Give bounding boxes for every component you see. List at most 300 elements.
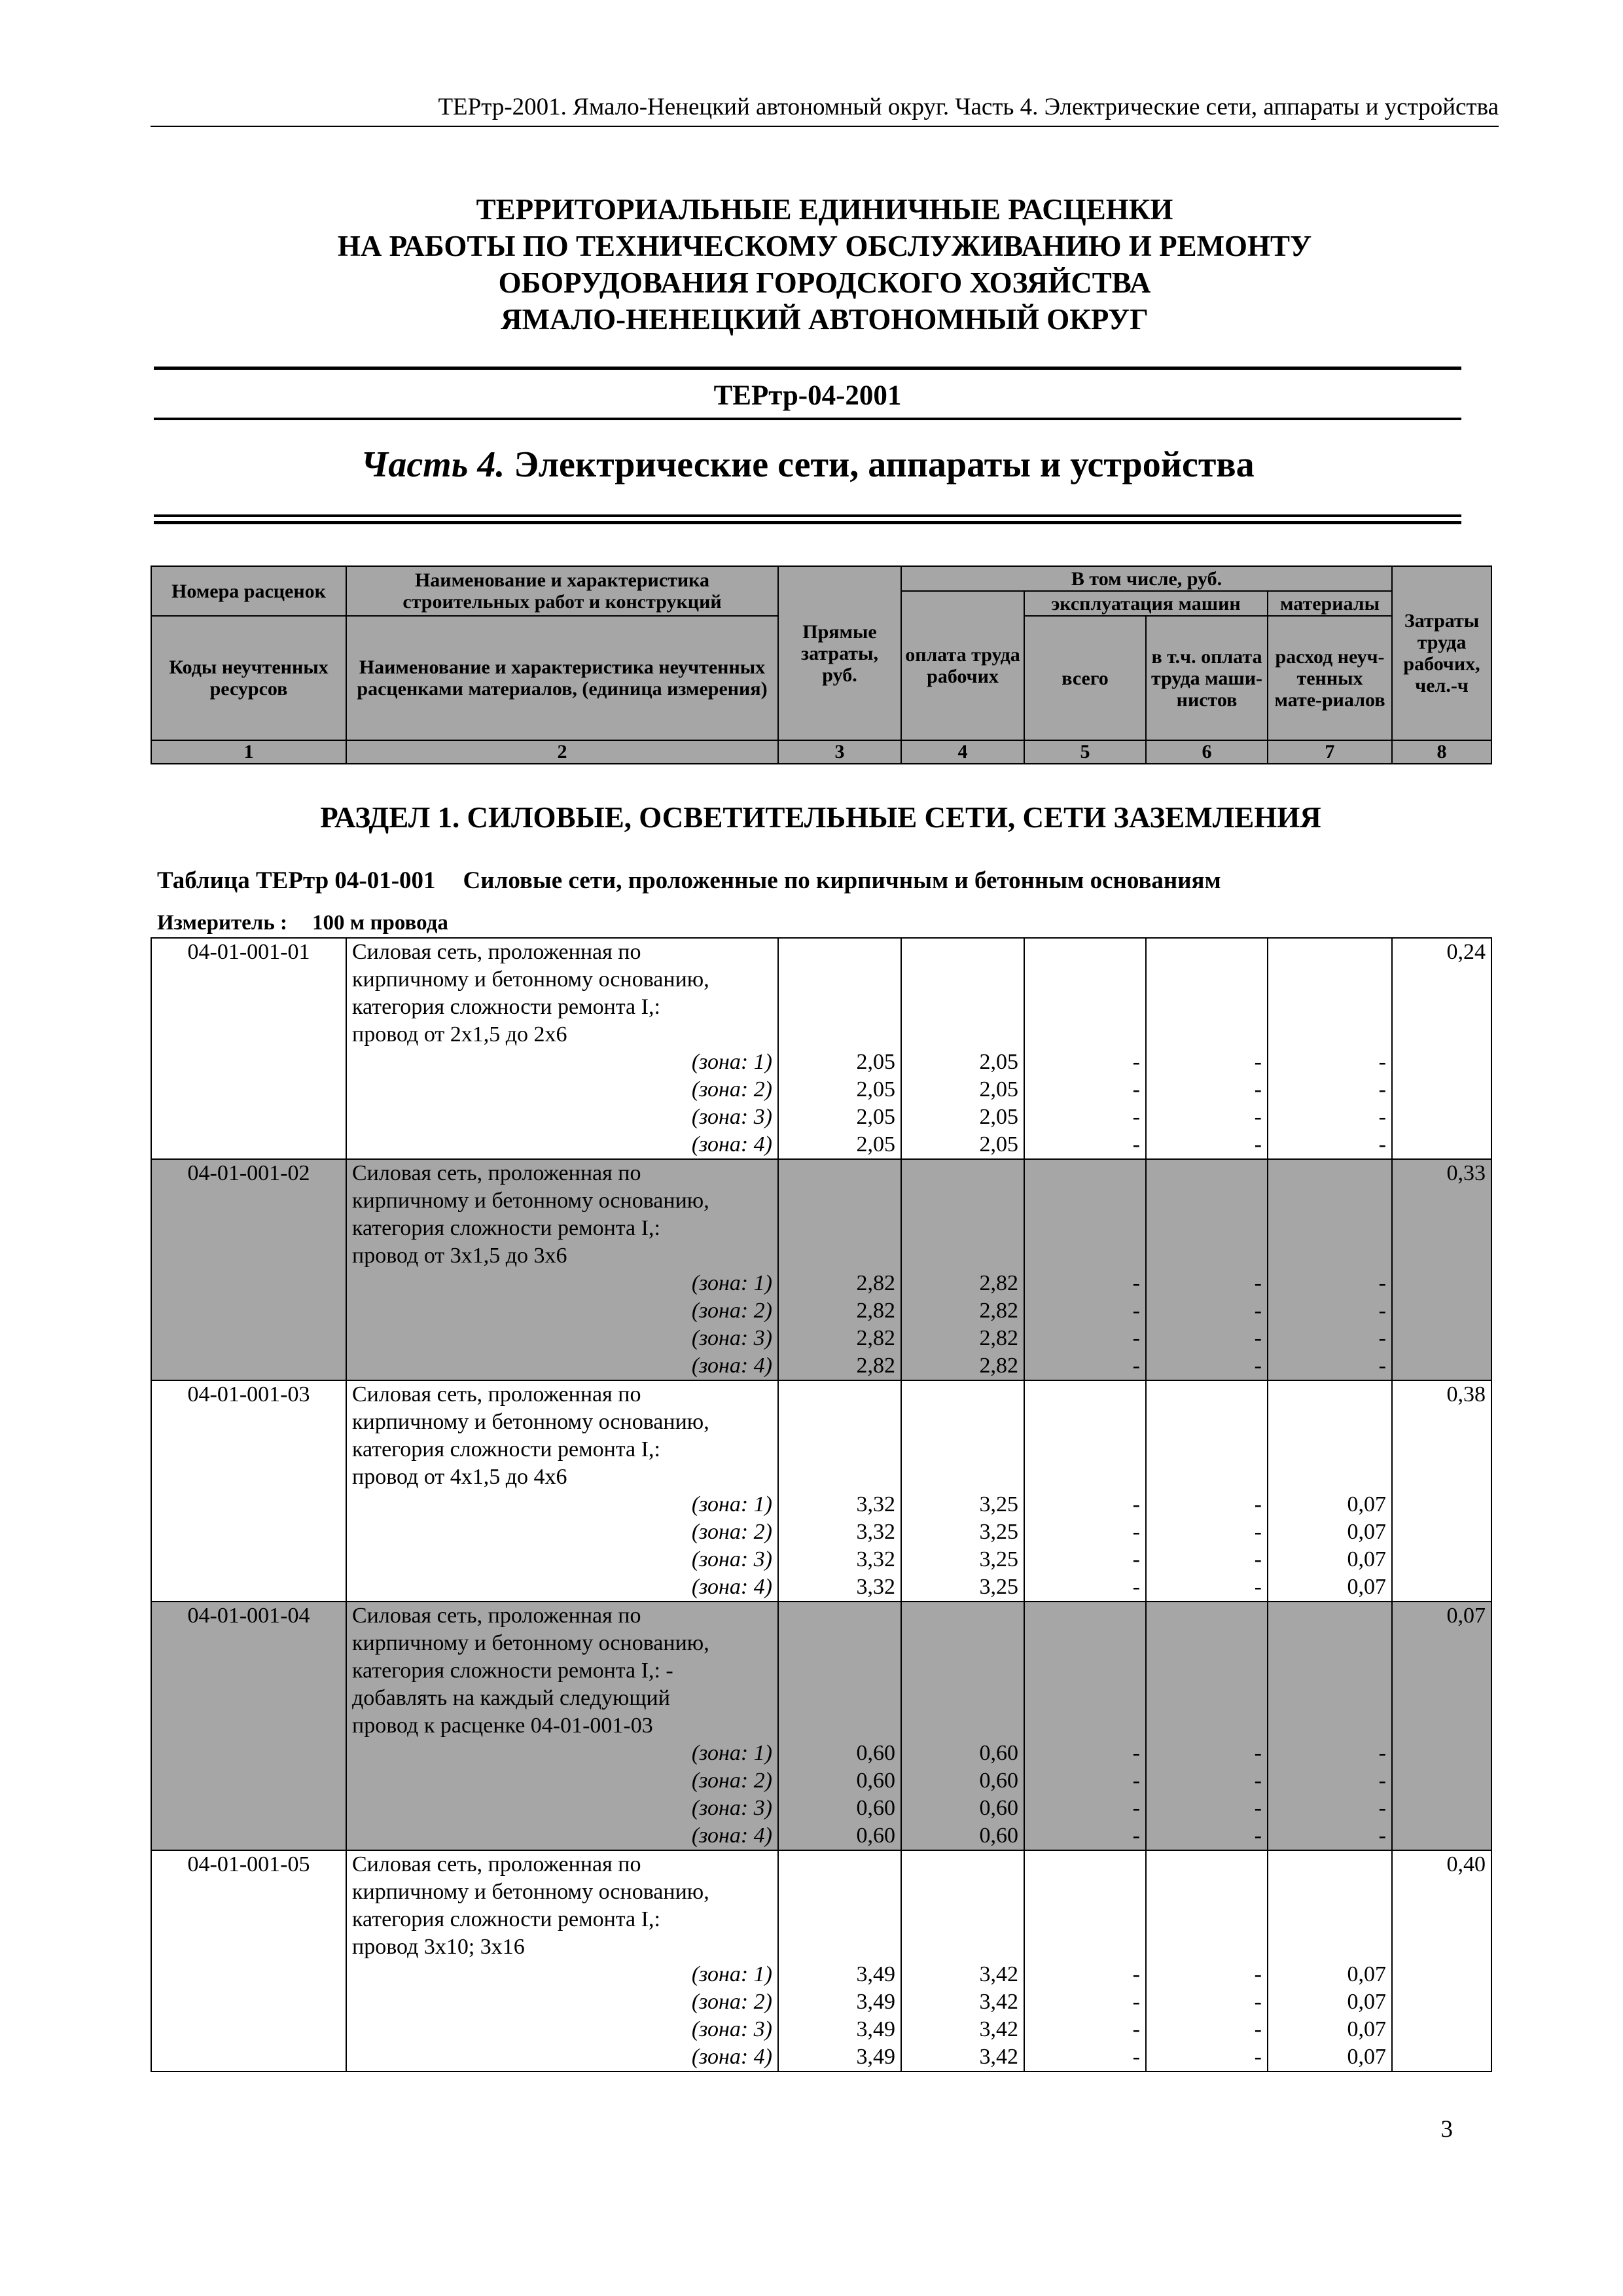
machinist-pay-value: - (1146, 1076, 1268, 1103)
header-name-materials: Наименование и характеристика неучтенных расценками материалов, (единица измерения) (346, 616, 778, 740)
materials-value: - (1268, 1767, 1392, 1795)
section-title: РАЗДЕЛ 1. СИЛОВЫЕ, ОСВЕТИТЕЛЬНЫЕ СЕТИ, СЕТИ ЗАЗЕМЛЕНИЯ (320, 801, 1321, 834)
empty-cell (778, 1436, 901, 1463)
worker-pay-value: 0,60 (901, 1795, 1024, 1822)
rate-row-line (151, 1131, 1491, 1159)
materials-value: 0,07 (1268, 1961, 1392, 1988)
rate-description-line: провод 3х10; 3х16 (346, 1933, 778, 1961)
empty-cell (901, 1021, 1024, 1049)
rate-code: 04-01-001-05 (151, 1850, 346, 1878)
rate-description-line: кирпичному и бетонному основанию, (346, 1878, 778, 1906)
direct-costs-value: 0,60 (778, 1795, 901, 1822)
header-machine-operation: эксплуатация машин (1024, 591, 1268, 616)
direct-costs-value: 2,82 (778, 1325, 901, 1352)
direct-costs-value: 3,32 (778, 1518, 901, 1546)
header-worker-pay: оплата труда рабочих (901, 591, 1024, 740)
rate-code-cell (151, 1103, 346, 1131)
empty-cell (1392, 1685, 1491, 1712)
divider-rule (154, 514, 1461, 517)
rate-description-line: Силовая сеть, проложенная по (346, 1602, 778, 1630)
direct-costs-value: 3,32 (778, 1546, 901, 1573)
empty-cell (1392, 1491, 1491, 1518)
rate-code-cell (151, 1712, 346, 1740)
empty-cell (1024, 1850, 1146, 1878)
rate-row-line (151, 1463, 1491, 1491)
rate-description-line: категория сложности ремонта I,: (346, 994, 778, 1021)
zone-label: (зона: 3) (346, 1325, 778, 1352)
rate-code-cell (151, 1518, 346, 1546)
rate-code-cell (151, 1049, 346, 1076)
machine-operation-value: - (1024, 1795, 1146, 1822)
part-name: Электрические сети, аппараты и устройства (514, 444, 1255, 485)
rate-row-line (151, 1822, 1491, 1850)
labor-costs-value: 0,24 (1392, 938, 1491, 966)
rate-description-line: провод от 3х1,5 до 3х6 (346, 1242, 778, 1270)
rate-code-cell (151, 1215, 346, 1242)
rate-row-line (151, 1021, 1491, 1049)
machine-operation-value: - (1024, 1049, 1146, 1076)
empty-cell (1024, 1933, 1146, 1961)
machinist-pay-value: - (1146, 2043, 1268, 2072)
empty-cell (1024, 1021, 1146, 1049)
machine-operation-value: - (1024, 1740, 1146, 1767)
empty-cell (1392, 1242, 1491, 1270)
worker-pay-value: 0,60 (901, 1767, 1024, 1795)
empty-cell (778, 1380, 901, 1408)
machinist-pay-value: - (1146, 1270, 1268, 1297)
empty-cell (778, 1159, 901, 1187)
empty-cell (1392, 1297, 1491, 1325)
empty-cell (1146, 1215, 1268, 1242)
empty-cell (778, 966, 901, 994)
machine-operation-value: - (1024, 1767, 1146, 1795)
empty-cell (1268, 1436, 1392, 1463)
empty-cell (1024, 1215, 1146, 1242)
empty-cell (901, 1463, 1024, 1491)
worker-pay-value: 3,42 (901, 2043, 1024, 2072)
empty-cell (778, 1878, 901, 1906)
machinist-pay-value: - (1146, 1131, 1268, 1159)
empty-cell (1268, 1159, 1392, 1187)
zone-label: (зона: 1) (346, 1049, 778, 1076)
empty-cell (1268, 1685, 1392, 1712)
meter (157, 908, 448, 937)
rate-description-line: кирпичному и бетонному основанию, (346, 1408, 778, 1436)
empty-cell (1392, 1436, 1491, 1463)
labor-costs-value: 0,33 (1392, 1159, 1491, 1187)
machine-operation-value: - (1024, 2043, 1146, 2072)
labor-costs-value: 0,40 (1392, 1850, 1491, 1878)
empty-cell (1392, 1906, 1491, 1933)
empty-cell (1268, 1630, 1392, 1657)
rate-row-line (151, 1297, 1491, 1325)
empty-cell (1392, 1049, 1491, 1076)
empty-cell (1392, 1546, 1491, 1573)
rate-row-line (151, 2016, 1491, 2043)
zone-label: (зона: 2) (346, 1076, 778, 1103)
machinist-pay-value: - (1146, 1491, 1268, 1518)
rate-row-line (151, 1878, 1491, 1906)
direct-costs-value: 3,49 (778, 2016, 901, 2043)
empty-cell (1392, 1988, 1491, 2016)
materials-value: - (1268, 1795, 1392, 1822)
direct-costs-value: 3,49 (778, 1961, 901, 1988)
empty-cell (1024, 938, 1146, 966)
machinist-pay-value: - (1146, 1573, 1268, 1602)
zone-label: (зона: 3) (346, 1103, 778, 1131)
materials-value: - (1268, 1103, 1392, 1131)
meter-label: Измеритель : (157, 911, 288, 935)
empty-cell (1146, 966, 1268, 994)
machinist-pay-value: - (1146, 1795, 1268, 1822)
worker-pay-value: 3,42 (901, 1961, 1024, 1988)
empty-cell (1268, 1657, 1392, 1685)
rate-row-04-01-001-04 (151, 1602, 1491, 1630)
machine-operation-value: - (1024, 1546, 1146, 1573)
divider-rule (154, 521, 1461, 524)
empty-cell (1146, 1850, 1268, 1878)
rate-code-cell (151, 1961, 346, 1988)
empty-cell (1146, 1657, 1268, 1685)
rate-row-line (151, 1657, 1491, 1685)
rate-description-line: кирпичному и бетонному основанию, (346, 1630, 778, 1657)
rate-row-line (151, 1352, 1491, 1380)
empty-cell (1392, 1712, 1491, 1740)
rate-row-line (151, 1242, 1491, 1270)
materials-value: - (1268, 1131, 1392, 1159)
column-number: 1 (151, 740, 346, 764)
empty-cell (1146, 1878, 1268, 1906)
rate-code-cell (151, 966, 346, 994)
rate-description-line: категория сложности ремонта I,: - (346, 1657, 778, 1685)
labor-costs-value: 0,07 (1392, 1602, 1491, 1630)
empty-cell (778, 1850, 901, 1878)
rate-code-cell (151, 1297, 346, 1325)
title-line: НА РАБОТЫ ПО ТЕХНИЧЕСКОМУ ОБСЛУЖИВАНИЮ И РЕМОНТУ (337, 230, 1312, 262)
rate-code-cell (151, 1242, 346, 1270)
materials-value: 0,07 (1268, 1518, 1392, 1546)
rate-row-line (151, 1215, 1491, 1242)
zone-label: (зона: 1) (346, 1961, 778, 1988)
empty-cell (1024, 1380, 1146, 1408)
rate-row-line (151, 1630, 1491, 1657)
column-number: 4 (901, 740, 1024, 764)
empty-cell (901, 1159, 1024, 1187)
rates-table (151, 937, 1492, 2072)
part-title (154, 442, 1461, 488)
rate-description-line: Силовая сеть, проложенная по (346, 1159, 778, 1187)
zone-label: (зона: 4) (346, 1573, 778, 1602)
empty-cell (1146, 1408, 1268, 1436)
zone-label: (зона: 3) (346, 2016, 778, 2043)
machine-operation-value: - (1024, 1270, 1146, 1297)
empty-cell (901, 1408, 1024, 1436)
direct-costs-value: 2,82 (778, 1297, 901, 1325)
rate-description-line: категория сложности ремонта I,: (346, 1215, 778, 1242)
empty-cell (1392, 1933, 1491, 1961)
empty-cell (1146, 1463, 1268, 1491)
header-direct-costs: Прямые затраты, руб. (778, 566, 901, 740)
empty-cell (901, 1712, 1024, 1740)
main-title (151, 191, 1499, 338)
machinist-pay-value: - (1146, 1325, 1268, 1352)
worker-pay-value: 2,05 (901, 1103, 1024, 1131)
empty-cell (1146, 1602, 1268, 1630)
empty-cell (1268, 1712, 1392, 1740)
empty-cell (1392, 1657, 1491, 1685)
zone-label: (зона: 1) (346, 1270, 778, 1297)
rate-row-line (151, 966, 1491, 994)
header-including: В том числе, руб. (901, 566, 1392, 591)
zone-label: (зона: 2) (346, 1518, 778, 1546)
column-number: 2 (346, 740, 778, 764)
worker-pay-value: 3,42 (901, 1988, 1024, 2016)
machinist-pay-value: - (1146, 1546, 1268, 1573)
worker-pay-value: 2,05 (901, 1131, 1024, 1159)
direct-costs-value: 2,05 (778, 1103, 901, 1131)
rate-description-line: добавлять на каждый следующий (346, 1685, 778, 1712)
worker-pay-value: 2,82 (901, 1270, 1024, 1297)
empty-cell (1268, 966, 1392, 994)
empty-cell (901, 1187, 1024, 1215)
rate-row-04-01-001-05 (151, 1850, 1491, 1878)
empty-cell (1024, 1463, 1146, 1491)
machinist-pay-value: - (1146, 1103, 1268, 1131)
materials-value: - (1268, 1740, 1392, 1767)
rate-description-line: провод от 2х1,5 до 2х6 (346, 1021, 778, 1049)
empty-cell (1392, 1822, 1491, 1850)
empty-cell (1024, 1436, 1146, 1463)
header-name-works: Наименование и характеристика строительных работ и конструкций (346, 566, 778, 616)
rate-code-cell (151, 1270, 346, 1297)
empty-cell (1268, 1906, 1392, 1933)
rate-row-line (151, 1906, 1491, 1933)
rate-row-line (151, 1049, 1491, 1076)
empty-cell (1392, 1961, 1491, 1988)
empty-cell (1268, 1463, 1392, 1491)
empty-cell (901, 994, 1024, 1021)
empty-cell (1392, 1408, 1491, 1436)
direct-costs-value: 2,05 (778, 1049, 901, 1076)
rate-code-cell (151, 1878, 346, 1906)
rate-code-cell (151, 1988, 346, 2016)
rate-row-line (151, 1518, 1491, 1546)
rate-code-cell (151, 1021, 346, 1049)
page-number: 3 (1440, 2116, 1453, 2143)
title-line: ОБОРУДОВАНИЯ ГОРОДСКОГО ХОЗЯЙСТВА (498, 266, 1151, 299)
title-line: ЯМАЛО-НЕНЕЦКИЙ АВТОНОМНЫЙ ОКРУГ (501, 303, 1149, 336)
empty-cell (1024, 1712, 1146, 1740)
rate-description-line: кирпичному и бетонному основанию, (346, 1187, 778, 1215)
empty-cell (1146, 1187, 1268, 1215)
rate-row-line (151, 994, 1491, 1021)
empty-cell (778, 938, 901, 966)
zone-label: (зона: 3) (346, 1795, 778, 1822)
empty-cell (778, 1021, 901, 1049)
zone-label: (зона: 1) (346, 1740, 778, 1767)
rate-row-line (151, 1546, 1491, 1573)
empty-cell (778, 1685, 901, 1712)
empty-cell (1392, 1131, 1491, 1159)
empty-cell (901, 1878, 1024, 1906)
rate-row-line (151, 1961, 1491, 1988)
rate-code-cell (151, 1187, 346, 1215)
empty-cell (1024, 1685, 1146, 1712)
empty-cell (778, 1906, 901, 1933)
empty-cell (1146, 1380, 1268, 1408)
zone-label: (зона: 4) (346, 1822, 778, 1850)
column-number: 8 (1392, 740, 1491, 764)
machinist-pay-value: - (1146, 1822, 1268, 1850)
rate-row-line (151, 1076, 1491, 1103)
rate-code-cell (151, 2043, 346, 2072)
empty-cell (1268, 1850, 1392, 1878)
document-code: ТЕРтр-04-2001 (713, 380, 902, 411)
empty-cell (1268, 1602, 1392, 1630)
empty-cell (1146, 1906, 1268, 1933)
empty-cell (778, 1933, 901, 1961)
rate-row-line (151, 1573, 1491, 1602)
direct-costs-value: 0,60 (778, 1767, 901, 1795)
worker-pay-value: 2,82 (901, 1325, 1024, 1352)
rate-code-cell (151, 1906, 346, 1933)
rate-code-cell (151, 1573, 346, 1602)
worker-pay-value: 2,05 (901, 1049, 1024, 1076)
column-header-table (151, 565, 1492, 764)
empty-cell (901, 1602, 1024, 1630)
machine-operation-value: - (1024, 1822, 1146, 1850)
rate-code-cell (151, 1822, 346, 1850)
machine-operation-value: - (1024, 1491, 1146, 1518)
materials-value: - (1268, 1076, 1392, 1103)
zone-label: (зона: 3) (346, 1546, 778, 1573)
empty-cell (1268, 1380, 1392, 1408)
zone-label: (зона: 1) (346, 1491, 778, 1518)
empty-cell (1392, 1878, 1491, 1906)
empty-cell (901, 938, 1024, 966)
empty-cell (1146, 1159, 1268, 1187)
machine-operation-value: - (1024, 1352, 1146, 1380)
empty-cell (1392, 2016, 1491, 2043)
empty-cell (1392, 1518, 1491, 1546)
empty-cell (1268, 994, 1392, 1021)
machine-operation-value: - (1024, 1297, 1146, 1325)
materials-value: 0,07 (1268, 2043, 1392, 2072)
empty-cell (1146, 1685, 1268, 1712)
empty-cell (1268, 1215, 1392, 1242)
empty-cell (1392, 1187, 1491, 1215)
empty-cell (1268, 1187, 1392, 1215)
empty-cell (1392, 1352, 1491, 1380)
empty-cell (778, 994, 901, 1021)
machinist-pay-value: - (1146, 1767, 1268, 1795)
rate-code: 04-01-001-04 (151, 1602, 346, 1630)
empty-cell (1392, 1076, 1491, 1103)
machine-operation-value: - (1024, 1518, 1146, 1546)
empty-cell (901, 1380, 1024, 1408)
empty-cell (1392, 1103, 1491, 1131)
empty-cell (1392, 1021, 1491, 1049)
column-number: 7 (1268, 740, 1392, 764)
worker-pay-value: 3,25 (901, 1518, 1024, 1546)
header-rate-numbers: Номера расценок (151, 566, 346, 616)
empty-cell (901, 1215, 1024, 1242)
materials-value: - (1268, 1049, 1392, 1076)
empty-cell (1392, 1795, 1491, 1822)
empty-cell (1268, 938, 1392, 966)
empty-cell (901, 1242, 1024, 1270)
worker-pay-value: 2,82 (901, 1297, 1024, 1325)
rate-description-line: категория сложности ремонта I,: (346, 1906, 778, 1933)
empty-cell (1392, 1270, 1491, 1297)
empty-cell (1146, 1021, 1268, 1049)
machine-operation-value: - (1024, 2016, 1146, 2043)
materials-value: - (1268, 1297, 1392, 1325)
empty-cell (1024, 1906, 1146, 1933)
direct-costs-value: 2,82 (778, 1270, 901, 1297)
empty-cell (1024, 1159, 1146, 1187)
part-label: Часть 4. (361, 444, 505, 485)
empty-cell (778, 1215, 901, 1242)
direct-costs-value: 3,32 (778, 1491, 901, 1518)
rate-code-cell (151, 2016, 346, 2043)
empty-cell (901, 1630, 1024, 1657)
rate-row-04-01-001-02 (151, 1159, 1491, 1187)
empty-cell (1392, 2043, 1491, 2072)
machine-operation-value: - (1024, 1573, 1146, 1602)
rate-row-line (151, 1767, 1491, 1795)
machine-operation-value: - (1024, 1103, 1146, 1131)
rate-row-04-01-001-03 (151, 1380, 1491, 1408)
empty-cell (1024, 1242, 1146, 1270)
rate-description-line: провод к расценке 04-01-001-03 (346, 1712, 778, 1740)
rate-code-cell (151, 1657, 346, 1685)
machinist-pay-value: - (1146, 1740, 1268, 1767)
rate-row-line (151, 1436, 1491, 1463)
direct-costs-value: 0,60 (778, 1740, 901, 1767)
empty-cell (1024, 1187, 1146, 1215)
rate-code: 04-01-001-02 (151, 1159, 346, 1187)
machine-operation-value: - (1024, 1076, 1146, 1103)
rate-description-line: Силовая сеть, проложенная по (346, 1380, 778, 1408)
rate-code-cell (151, 1131, 346, 1159)
materials-value: - (1268, 1822, 1392, 1850)
rate-code-cell (151, 1767, 346, 1795)
empty-cell (1268, 1021, 1392, 1049)
divider-rule (154, 418, 1461, 420)
rate-row-line (151, 1491, 1491, 1518)
empty-cell (901, 1685, 1024, 1712)
empty-cell (778, 1242, 901, 1270)
direct-costs-value: 3,49 (778, 2043, 901, 2072)
empty-cell (1268, 1242, 1392, 1270)
rate-row-line (151, 1270, 1491, 1297)
machine-operation-value: - (1024, 1988, 1146, 2016)
rate-row-line (151, 1325, 1491, 1352)
rate-code-cell (151, 994, 346, 1021)
empty-cell (901, 1657, 1024, 1685)
empty-cell (1146, 1436, 1268, 1463)
rate-row-line (151, 1103, 1491, 1131)
empty-cell (1024, 1602, 1146, 1630)
empty-cell (778, 1187, 901, 1215)
rate-row-line (151, 1988, 1491, 2016)
empty-cell (1146, 938, 1268, 966)
rate-row-line (151, 1408, 1491, 1436)
worker-pay-value: 0,60 (901, 1822, 1024, 1850)
empty-cell (901, 1933, 1024, 1961)
materials-value: 0,07 (1268, 2016, 1392, 2043)
